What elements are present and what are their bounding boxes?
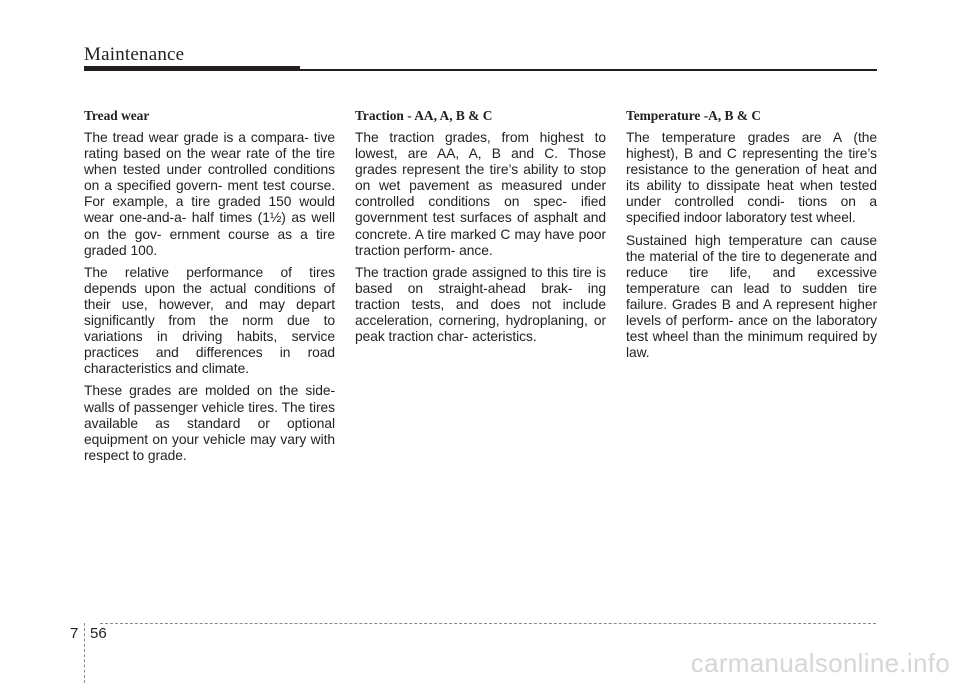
page-header-title: Maintenance — [84, 44, 185, 65]
section-heading: Traction - AA, A, B & C — [355, 108, 493, 123]
header-rule-thick — [84, 66, 300, 71]
footer-vertical-rule — [84, 623, 85, 683]
body-paragraph: Sustained high temperature can cause the material of the tire to degenerate and reduce tire life, and excessive temperature can lead to sudden tire failure. Grades B and A represent higher levels of perform- ance on the laboratory test wheel than the minimum required by law. — [626, 232, 877, 361]
section-number: 7 — [70, 625, 79, 642]
column-temperature — [626, 108, 877, 367]
section-heading: Tread wear — [84, 108, 150, 123]
body-paragraph: The traction grades, from highest to lowest, are AA, A, B and C. Those grades represent the tire’s ability to stop on wet pavement as measured under controlled conditions on spec- ified government test surfaces of asphalt and concrete. A tire marked C may have poor traction perform- ance. — [355, 130, 606, 258]
section-heading: Temperature -A, B & C — [626, 108, 762, 123]
body-paragraph: The tread wear grade is a compara- tive rating based on the wear rate of the tire when tested under controlled conditions on a specified govern- ment test course. For example, a tire graded 150 would wear one-and-a- half times (1½) as well on the gov- ernment course as a tire graded 100. — [84, 130, 335, 258]
body-paragraph: These grades are molded on the side-walls of passenger vehicle tires. The tires available as standard or optional equipment on your vehicle may vary with respect to grade. — [84, 383, 335, 463]
column-traction — [355, 108, 606, 351]
header-rule-thin — [300, 69, 877, 71]
body-paragraph: The relative performance of tires depends upon the actual conditions of their use, however, and may depart significantly from the norm due to variations in driving habits, service practices and differences in road characteristics and climate. — [84, 264, 335, 377]
body-paragraph: The temperature grades are A (the highest), B and C representing the tire’s resistance to the generation of heat and its ability to dissipate heat when tested under controlled condi- tions on a specified indoor laboratory test wheel. — [626, 130, 877, 226]
body-paragraph: The traction grade assigned to this tire is based on straight-ahead brak- ing traction tests, and does not include acceleration, cornering, hydroplaning, or peak traction char- acteristics. — [355, 264, 606, 345]
page-number: 56 — [90, 625, 107, 642]
watermark-text: carmanualsonline.info — [690, 648, 950, 678]
column-tread-wear — [84, 108, 335, 470]
footer-rule — [100, 623, 876, 624]
